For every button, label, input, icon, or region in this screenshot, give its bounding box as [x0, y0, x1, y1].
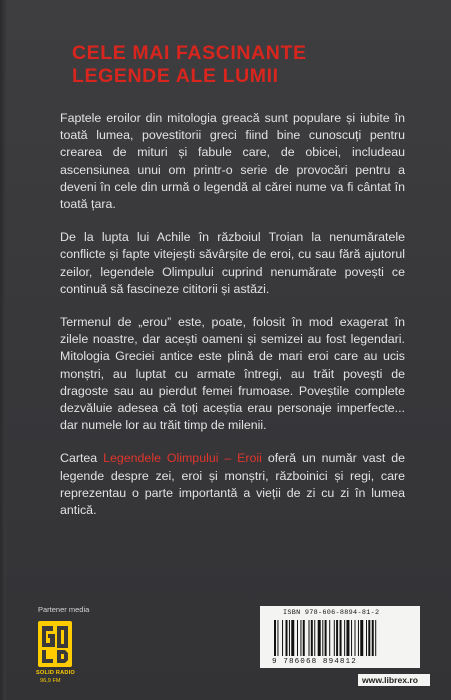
logo-frequency: 96,9 FM: [40, 678, 61, 684]
book-title-highlight: Legendele Olimpului – Eroii: [103, 451, 262, 466]
cover-spine-edge: [0, 0, 6, 700]
logo-station-name: SOLID RADIO: [36, 670, 75, 676]
publisher-website: www.librex.ro: [362, 675, 419, 685]
cover-title: [72, 42, 412, 88]
paragraph-3: Termenul de „erou” este, poate, folosit în mod exagerat în zilele noastre, dar acești oameni și semizei au fost legendari. Mitologia Greciei antice este plină de mari eroi care au ucis monștri, au luptat cu armate întregi, au trăit povești de dragoste sau au pierdut femei frumoase. Poveștile complete dezvăluie adesea că toți aceștia erau personaje imperfecte... dar numele lor au trăit timp de milenii.: [60, 315, 405, 433]
gold-radio-logo: [38, 621, 72, 667]
title-line-1: CELE MAI FASCINANTE: [72, 42, 307, 64]
paragraph-4: [60, 450, 405, 519]
isbn-text: ISBN 978-606-8894-81-2: [283, 609, 380, 617]
paragraph-4-end: oferă un număr vast de legende despre zei, eroi și monștri, războinici și regi, care reprezentau o parte importantă a vieții de zi cu zi în lumea antică.: [60, 451, 405, 518]
barcode-number: 9 786068 894812: [272, 658, 357, 666]
media-partner-label: Partener media: [38, 605, 90, 614]
blurb-text: [60, 110, 405, 535]
paragraph-4-start: Cartea: [60, 451, 104, 466]
barcode-image: [270, 620, 412, 658]
title-line-2: LEGENDE ALE LUMII: [72, 65, 279, 87]
paragraph-1: Faptele eroilor din mitologia greacă sunt populare și iubite în toată lumea, povestitorii greci fiind bine cunoscuți pentru crearea de mituri și fabule care, de obicei, includeau ascensiunea unui om printr-o serie de provocări pentru a deveni în cele din urmă o legendă al cărei nume va fi cântat în toată țara.: [60, 111, 405, 212]
paragraph-2: De la lupta lui Achile în războiul Troian la nenumăratele conflicte și fapte vitejești săvârșite de eroi, cu sau fără ajutorul zeilor, legendele Olimpului cuprind nenumărate povești ce continuă să fascineze cititorii și astăzi.: [60, 230, 405, 296]
